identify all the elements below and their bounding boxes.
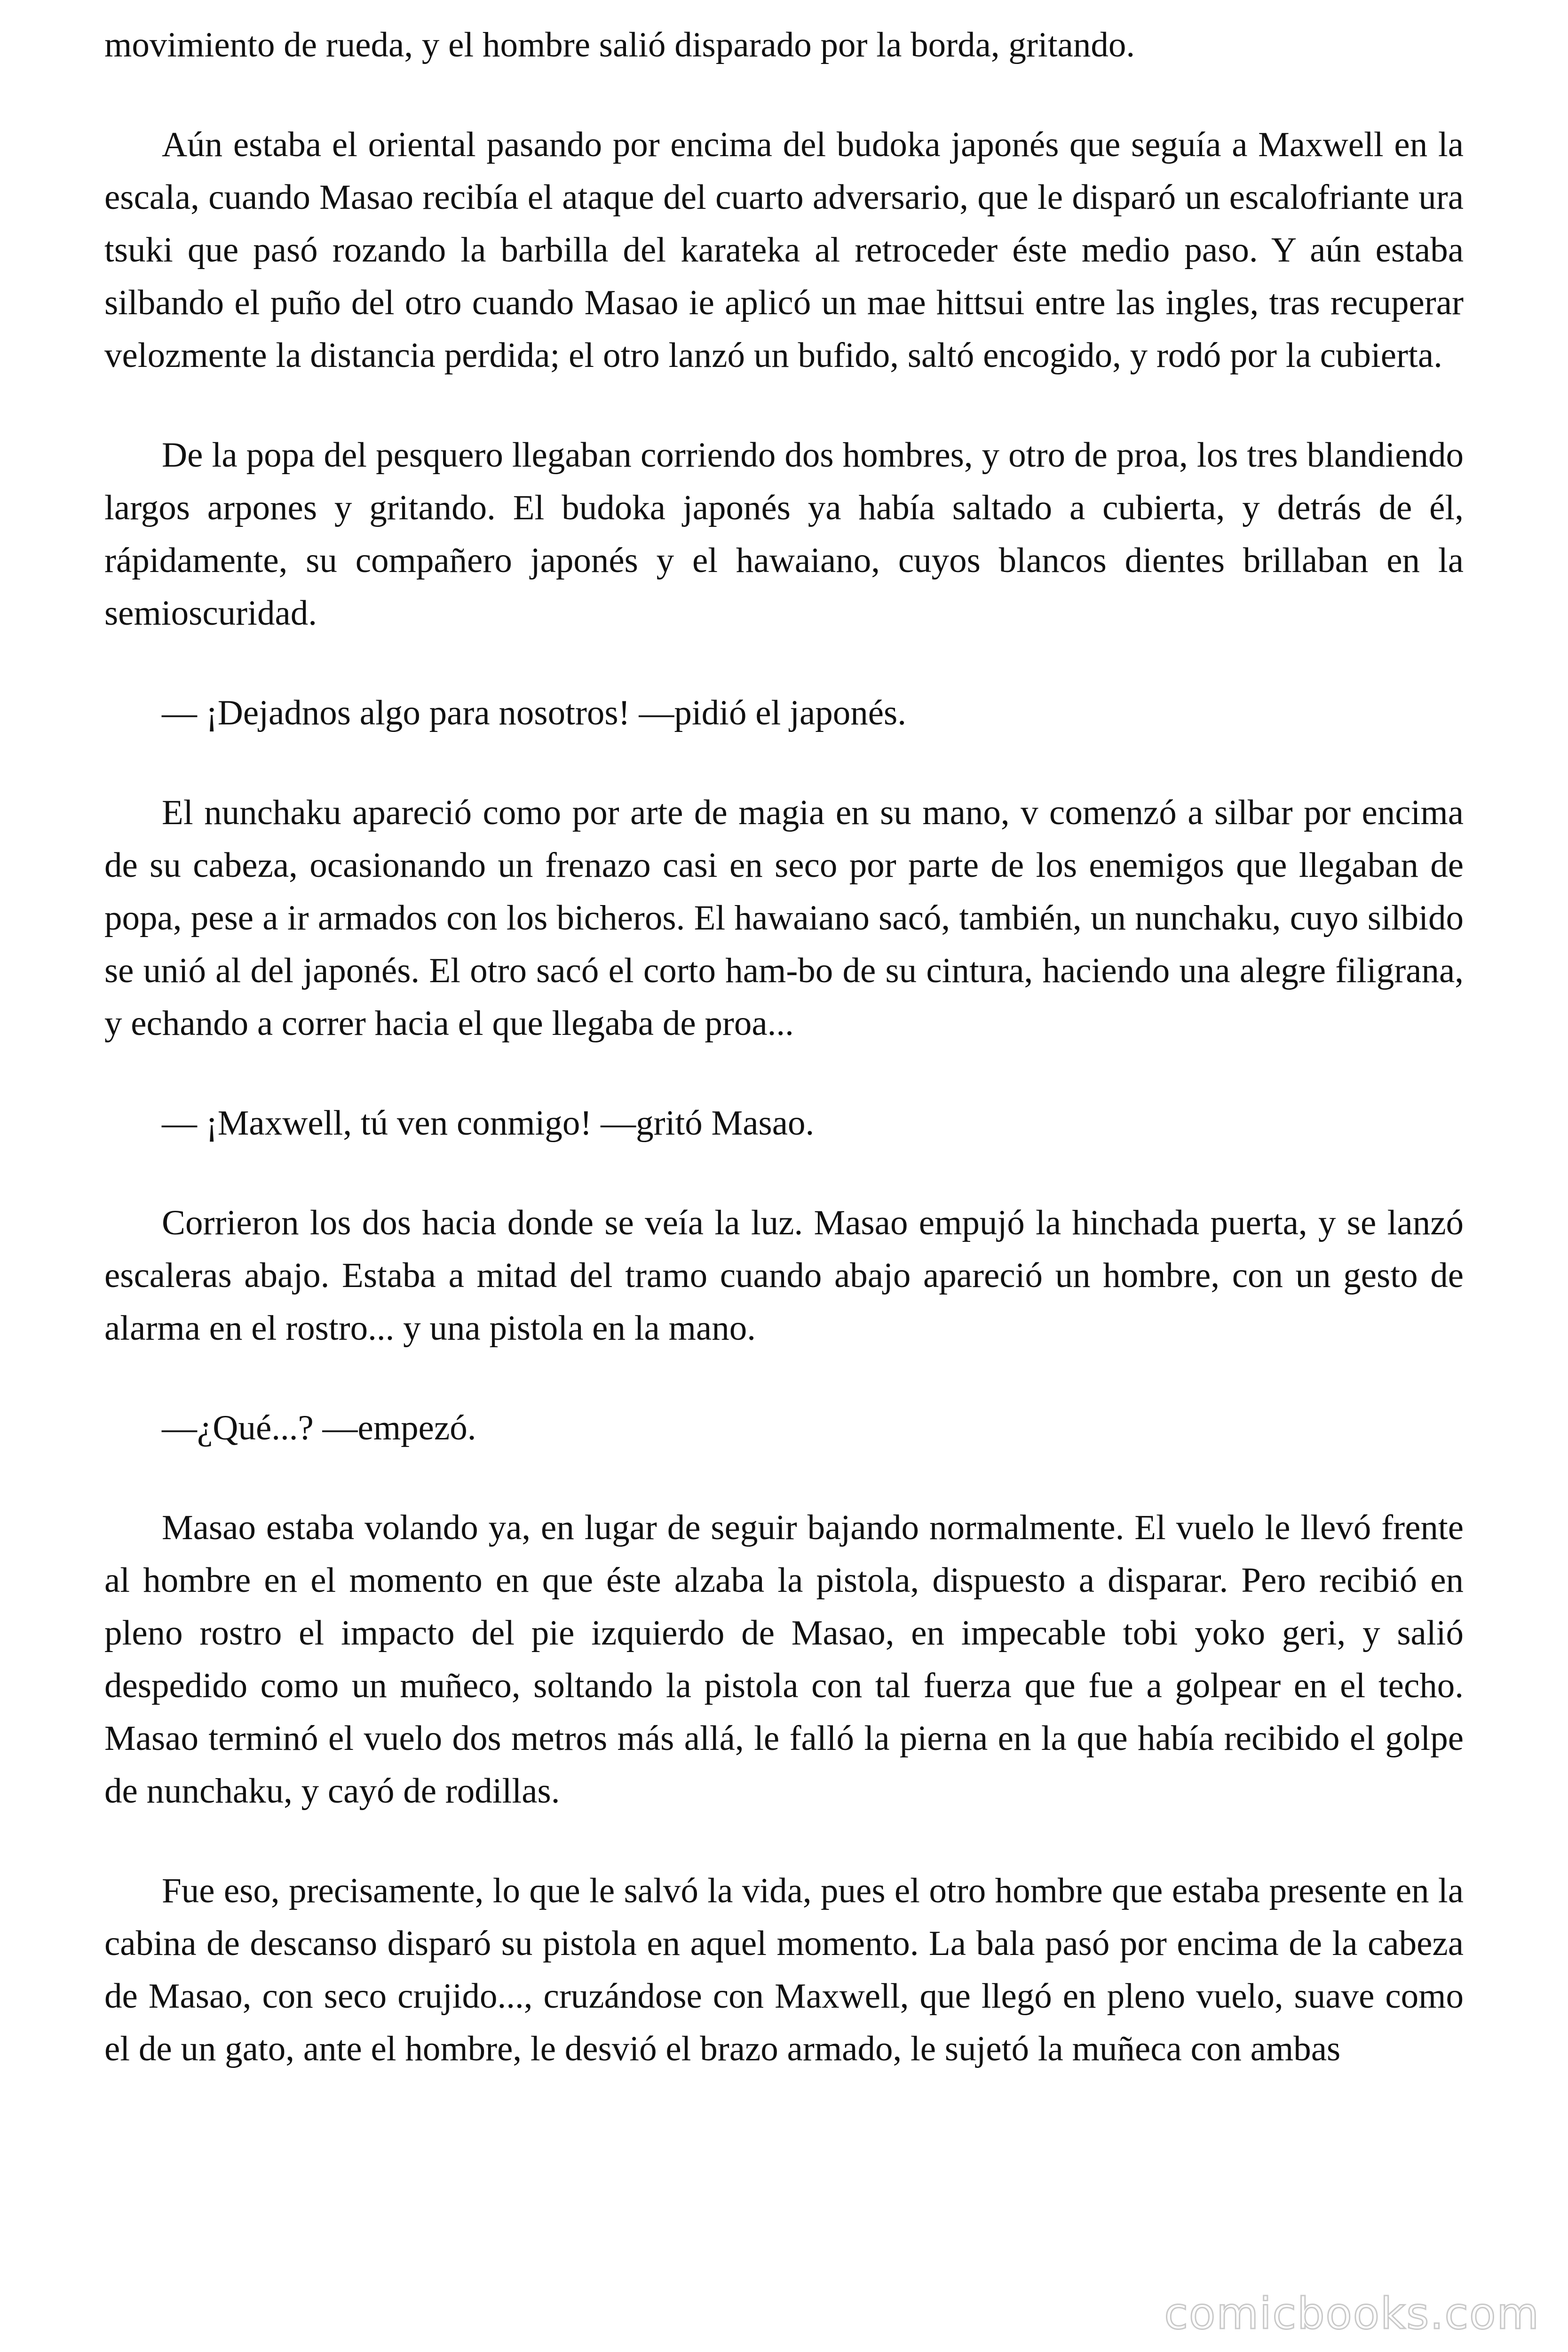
paragraph-10: Fue eso, precisamente, lo que le salvó la vida, pues el otro hombre que estaba presente en la cabina de descanso disparó su pistola en aquel momento. La bala pasó por encima de la cabeza de Masao, con seco crujido..., cruzándose con Maxwell, que llegó en pleno vuelo, suave como el de un gato, ante el hombre, le desvió el brazo armado, le sujetó la muñeca con ambas xyxy=(104,1871,1464,2068)
dialogue-line-2: — ¡Maxwell, tú ven conmigo! —gritó Masao. xyxy=(162,1104,815,1143)
document-page xyxy=(104,19,1464,2122)
paragraph-3: De la popa del pesquero llegaban corriendo dos hombres, y otro de proa, los tres blandiendo largos arpones y gritando. El budoka japonés ya había saltado a cubierta, y detrás de él, rápidamente, su compañero japonés y el hawaiano, cuyos blancos dientes brillaban en la semioscuridad. xyxy=(104,436,1464,633)
paragraph-1: movimiento de rueda, y el hombre salió disparado por la borda, gritando. xyxy=(104,25,1135,64)
paragraph-9: Masao estaba volando ya, en lugar de seguir bajando normalmente. El vuelo le llevó frente al hombre en el momento en que éste alzaba la pistola, dispuesto a disparar. Pero recibió en pleno rostro el impacto del pie izquierdo de Masao, en impecable tobi yoko geri, y salió despedido como un muñeco, soltando la pistola con tal fuerza que fue a golpear en el techo. Masao terminó el vuelo dos metros más allá, le falló la pierna en la que había recibido el golpe de nunchaku, y cayó de rodillas. xyxy=(104,1508,1464,1811)
watermark: comicbooks.com xyxy=(1164,2288,1540,2339)
dialogue-line-3: —¿Qué...? —empezó. xyxy=(162,1408,476,1447)
paragraph-7: Corrieron los dos hacia donde se veía la luz. Masao empujó la hinchada puerta, y se lanzó escaleras abajo. Estaba a mitad del tramo cuando abajo apareció un hombre, con un gesto de alarma en el rostro... y una pistola en la mano. xyxy=(104,1203,1464,1348)
dialogue-line-1: — ¡Dejadnos algo para nosotros! —pidió el japonés. xyxy=(162,693,906,732)
paragraph-5: El nunchaku apareció como por arte de magia en su mano, v comenzó a silbar por encima de su cabeza, ocasionando un frenazo casi en seco por parte de los enemigos que llegaban de popa, pese a ir armados con los bicheros. El hawaiano sacó, también, un nunchaku, cuyo silbido se unió al del japonés. El otro sacó el corto ham-bo de su cintura, haciendo una alegre filigrana, y echando a correr hacia el que llegaba de proa... xyxy=(104,793,1464,1043)
paragraph-2: Aún estaba el oriental pasando por encima del budoka japonés que seguía a Maxwell en la escala, cuando Masao recibía el ataque del cuarto adversario, que le disparó un escalofriante ura tsuki que pasó rozando la barbilla del karateka al retroceder éste medio paso. Y aún estaba silbando el puño del otro cuando Masao ie aplicó un mae hittsui entre las ingles, tras recuperar velozmente la distancia perdida; el otro lanzó un bufido, saltó encogido, y rodó por la cubierta. xyxy=(104,125,1464,375)
